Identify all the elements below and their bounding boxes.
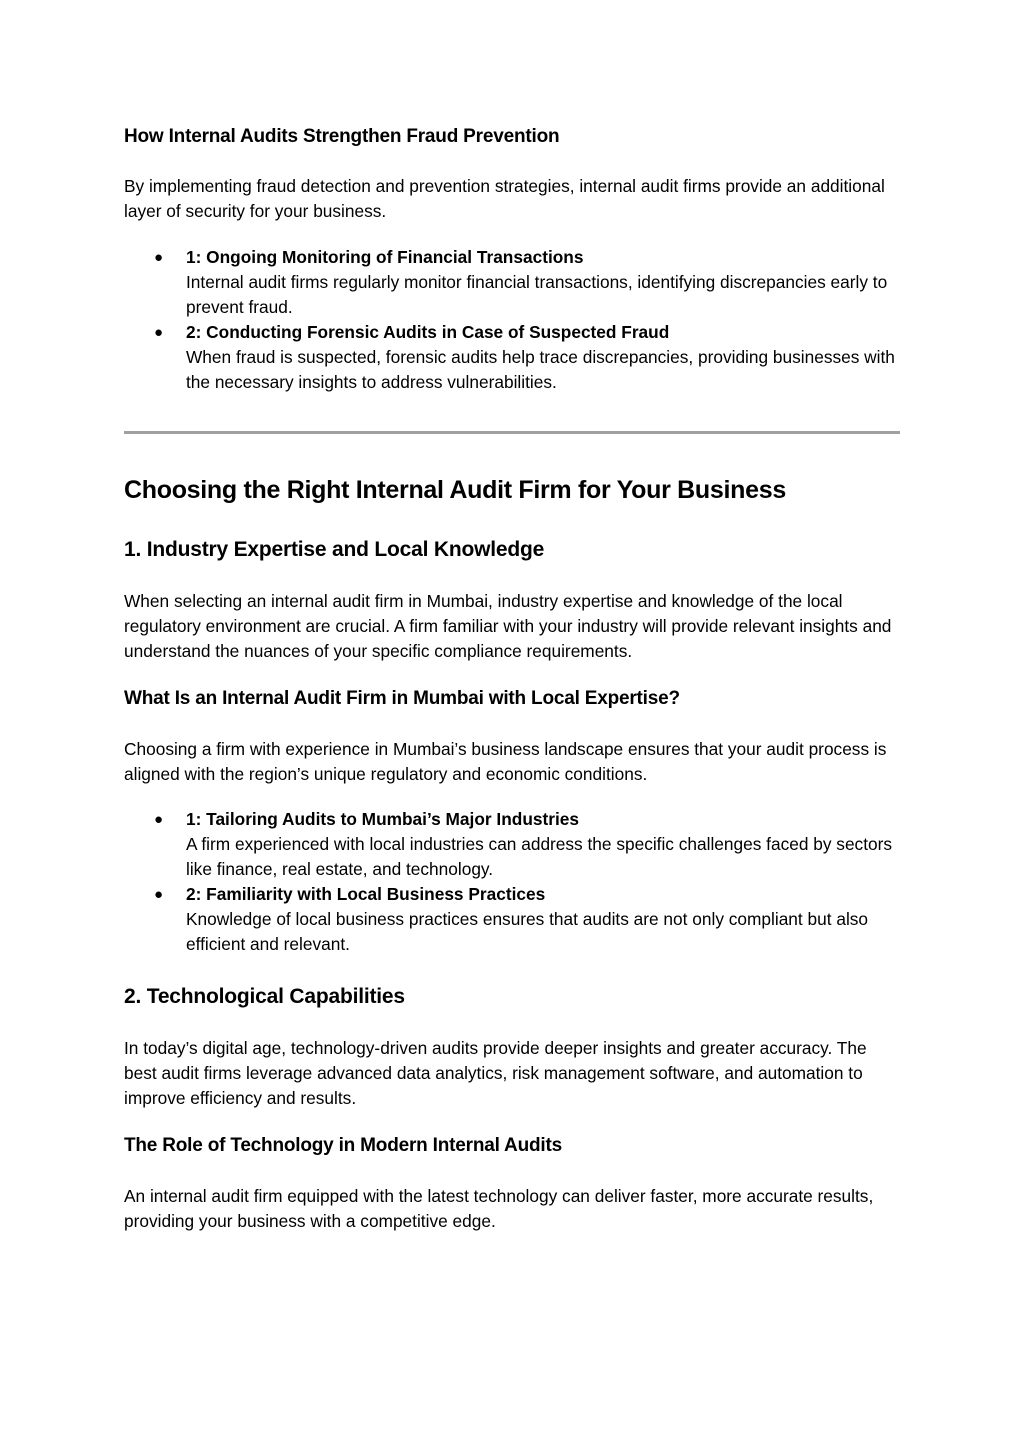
local-expertise-list bbox=[124, 807, 900, 957]
bullet-icon: ● bbox=[154, 324, 164, 341]
bullet-icon: ● bbox=[154, 811, 164, 828]
industry-expertise-paragraph: When selecting an internal audit firm in Mumbai, industry expertise and knowledge of the local regulatory environment are crucial. A firm familiar with your industry will provide relevant insights and understand the nuances of your specific compliance requirements. bbox=[124, 591, 892, 661]
fraud-prevention-heading: How Internal Audits Strengthen Fraud Prevention bbox=[124, 126, 560, 147]
list-item-title: 1: Ongoing Monitoring of Financial Transactions bbox=[186, 247, 584, 267]
bullet-icon: ● bbox=[154, 249, 164, 266]
list-item-title: 2: Conducting Forensic Audits in Case of Suspected Fraud bbox=[186, 322, 670, 342]
list-item-body: Knowledge of local business practices ensures that audits are not only compliant but also efficient and relevant. bbox=[186, 909, 869, 954]
list-item-title: 2: Familiarity with Local Business Practices bbox=[186, 884, 546, 904]
technological-capabilities-heading: 2. Technological Capabilities bbox=[124, 985, 405, 1008]
technology-role-paragraph: An internal audit firm equipped with the latest technology can deliver faster, more accurate results, providing your business with a competitive edge. bbox=[124, 1186, 874, 1231]
list-item-body: A firm experienced with local industries can address the specific challenges faced by sectors like finance, real estate, and technology. bbox=[186, 834, 893, 879]
technology-role-heading: The Role of Technology in Modern Internal Audits bbox=[124, 1135, 562, 1156]
horizontal-divider bbox=[124, 431, 900, 434]
local-expertise-heading: What Is an Internal Audit Firm in Mumbai with Local Expertise? bbox=[124, 688, 680, 709]
fraud-prevention-intro: By implementing fraud detection and prevention strategies, internal audit firms provide an additional layer of security for your business. bbox=[124, 176, 885, 221]
list-item-title: 1: Tailoring Audits to Mumbai’s Major Industries bbox=[186, 809, 580, 829]
bullet-icon: ● bbox=[154, 886, 164, 903]
technological-capabilities-paragraph: In today’s digital age, technology-driven audits provide deeper insights and greater accuracy. The best audit firms leverage advanced data analytics, risk management software, and automation to improve efficiency and results. bbox=[124, 1038, 867, 1108]
list-item-body: Internal audit firms regularly monitor financial transactions, identifying discrepancies early to prevent fraud. bbox=[186, 272, 888, 317]
list-item bbox=[124, 807, 900, 882]
choosing-firm-heading: Choosing the Right Internal Audit Firm for Your Business bbox=[124, 476, 786, 504]
list-item bbox=[124, 882, 900, 957]
local-expertise-paragraph: Choosing a firm with experience in Mumbai’s business landscape ensures that your audit process is aligned with the region’s unique regulatory and economic conditions. bbox=[124, 739, 887, 784]
list-item bbox=[124, 245, 900, 320]
industry-expertise-heading: 1. Industry Expertise and Local Knowledge bbox=[124, 538, 545, 561]
list-item bbox=[124, 320, 900, 395]
fraud-prevention-list bbox=[124, 245, 900, 395]
list-item-body: When fraud is suspected, forensic audits help trace discrepancies, providing businesses with the necessary insights to address vulnerabilities. bbox=[186, 347, 895, 392]
